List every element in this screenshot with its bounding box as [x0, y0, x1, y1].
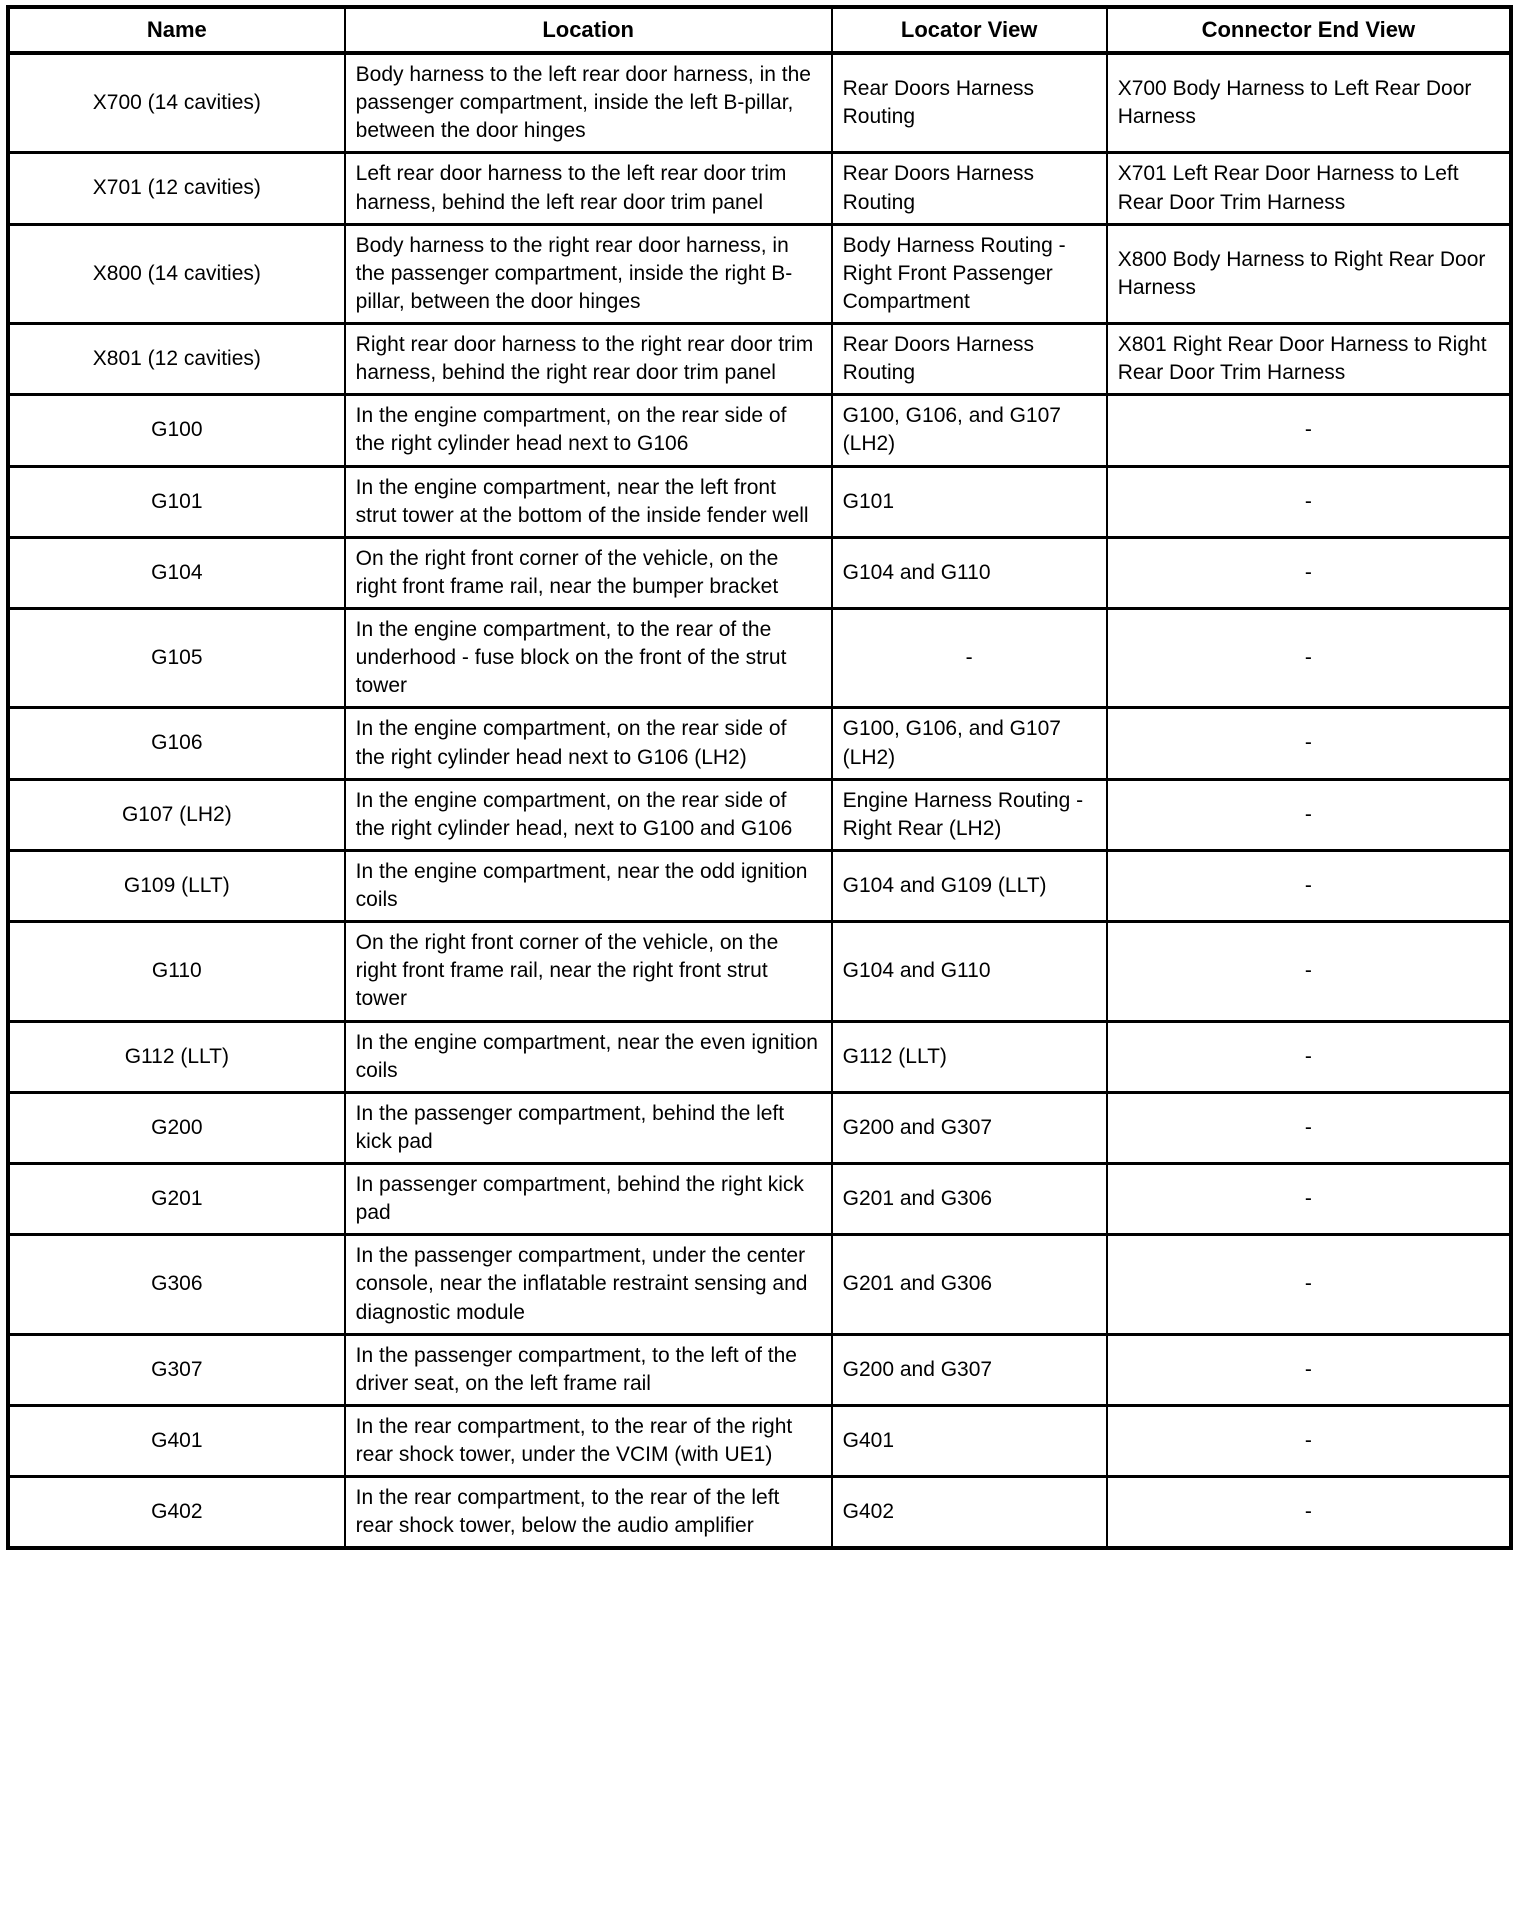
locator-view-cell: Rear Doors Harness Routing: [832, 153, 1107, 224]
location-cell: In the passenger compartment, under the center console, near the inflatable restraint sensing and diagnostic module: [345, 1235, 832, 1334]
table-row: [8, 1021, 1511, 1092]
header-row: [8, 7, 1511, 53]
locator-view-cell: G112 (LLT): [832, 1021, 1107, 1092]
name-cell: X801 (12 cavities): [8, 324, 345, 395]
table-row: [8, 1405, 1511, 1476]
table-row: [8, 779, 1511, 850]
locator-view-cell: G104 and G110: [832, 922, 1107, 1021]
connector-end-view-cell: X801 Right Rear Door Harness to Right Rear Door Trim Harness: [1107, 324, 1511, 395]
table-row: [8, 922, 1511, 1021]
location-cell: Left rear door harness to the left rear door trim harness, behind the left rear door trim panel: [345, 153, 832, 224]
location-cell: In the engine compartment, near the odd ignition coils: [345, 850, 832, 921]
table-header: [8, 7, 1511, 53]
locator-view-cell: G402: [832, 1477, 1107, 1549]
location-cell: In the engine compartment, on the rear side of the right cylinder head next to G106: [345, 395, 832, 466]
locator-view-cell: G201 and G306: [832, 1164, 1107, 1235]
connector-end-view-cell: -: [1107, 1405, 1511, 1476]
table-row: [8, 53, 1511, 153]
locator-view-cell: G401: [832, 1405, 1107, 1476]
connector-end-view-cell: X800 Body Harness to Right Rear Door Harness: [1107, 224, 1511, 323]
column-header-location: Location: [345, 7, 832, 53]
table-row: [8, 1334, 1511, 1405]
locator-view-cell: -: [832, 609, 1107, 708]
connector-end-view-cell: -: [1107, 850, 1511, 921]
table-row: [8, 850, 1511, 921]
location-cell: In the passenger compartment, to the left of the driver seat, on the left frame rail: [345, 1334, 832, 1405]
connector-end-view-cell: -: [1107, 537, 1511, 608]
name-cell: G112 (LLT): [8, 1021, 345, 1092]
connector-end-view-cell: -: [1107, 1334, 1511, 1405]
table-row: [8, 1477, 1511, 1549]
connector-end-view-cell: -: [1107, 466, 1511, 537]
location-cell: On the right front corner of the vehicle, on the right front frame rail, near the bumper bracket: [345, 537, 832, 608]
connector-end-view-cell: -: [1107, 395, 1511, 466]
locator-view-cell: G200 and G307: [832, 1092, 1107, 1163]
name-cell: X700 (14 cavities): [8, 53, 345, 153]
column-header-connector-end-view: Connector End View: [1107, 7, 1511, 53]
name-cell: G110: [8, 922, 345, 1021]
name-cell: G307: [8, 1334, 345, 1405]
location-cell: On the right front corner of the vehicle, on the right front frame rail, near the right front strut tower: [345, 922, 832, 1021]
table-row: [8, 1092, 1511, 1163]
name-cell: G401: [8, 1405, 345, 1476]
name-cell: G104: [8, 537, 345, 608]
connector-end-view-cell: -: [1107, 1092, 1511, 1163]
table-row: [8, 1235, 1511, 1334]
name-cell: G306: [8, 1235, 345, 1334]
connector-end-view-cell: -: [1107, 922, 1511, 1021]
name-cell: G107 (LH2): [8, 779, 345, 850]
locator-view-cell: G101: [832, 466, 1107, 537]
name-cell: G105: [8, 609, 345, 708]
name-cell: G201: [8, 1164, 345, 1235]
name-cell: G100: [8, 395, 345, 466]
table-row: [8, 395, 1511, 466]
locator-view-cell: Engine Harness Routing - Right Rear (LH2): [832, 779, 1107, 850]
table-row: [8, 224, 1511, 323]
connector-end-view-cell: -: [1107, 708, 1511, 779]
table-body: [8, 53, 1511, 1548]
location-cell: In the engine compartment, on the rear side of the right cylinder head next to G106 (LH2): [345, 708, 832, 779]
name-cell: G109 (LLT): [8, 850, 345, 921]
column-header-name: Name: [8, 7, 345, 53]
location-cell: In the engine compartment, near the even ignition coils: [345, 1021, 832, 1092]
connector-end-view-cell: -: [1107, 1021, 1511, 1092]
name-cell: G200: [8, 1092, 345, 1163]
location-cell: In the rear compartment, to the rear of the right rear shock tower, under the VCIM (with UE1): [345, 1405, 832, 1476]
connector-end-view-cell: -: [1107, 1164, 1511, 1235]
connector-end-view-cell: X701 Left Rear Door Harness to Left Rear Door Trim Harness: [1107, 153, 1511, 224]
locator-view-cell: Body Harness Routing - Right Front Passenger Compartment: [832, 224, 1107, 323]
location-cell: Body harness to the right rear door harness, in the passenger compartment, inside the right B-pillar, between the door hinges: [345, 224, 832, 323]
table-row: [8, 324, 1511, 395]
connector-end-view-cell: -: [1107, 779, 1511, 850]
name-cell: X701 (12 cavities): [8, 153, 345, 224]
name-cell: X800 (14 cavities): [8, 224, 345, 323]
locator-view-cell: G104 and G110: [832, 537, 1107, 608]
location-cell: In the engine compartment, to the rear of the underhood - fuse block on the front of the strut tower: [345, 609, 832, 708]
connector-end-view-cell: -: [1107, 1477, 1511, 1549]
connector-location-table: [6, 5, 1513, 1550]
locator-view-cell: Rear Doors Harness Routing: [832, 53, 1107, 153]
connector-end-view-cell: -: [1107, 1235, 1511, 1334]
connector-end-view-cell: -: [1107, 609, 1511, 708]
connector-end-view-cell: X700 Body Harness to Left Rear Door Harness: [1107, 53, 1511, 153]
name-cell: G402: [8, 1477, 345, 1549]
column-header-locator-view: Locator View: [832, 7, 1107, 53]
locator-view-cell: G104 and G109 (LLT): [832, 850, 1107, 921]
table-row: [8, 708, 1511, 779]
locator-view-cell: G201 and G306: [832, 1235, 1107, 1334]
location-cell: In the passenger compartment, behind the left kick pad: [345, 1092, 832, 1163]
table-row: [8, 466, 1511, 537]
table-row: [8, 153, 1511, 224]
location-cell: Right rear door harness to the right rear door trim harness, behind the right rear door trim panel: [345, 324, 832, 395]
table-row: [8, 1164, 1511, 1235]
locator-view-cell: G200 and G307: [832, 1334, 1107, 1405]
name-cell: G106: [8, 708, 345, 779]
table-row: [8, 537, 1511, 608]
locator-view-cell: G100, G106, and G107 (LH2): [832, 395, 1107, 466]
location-cell: Body harness to the left rear door harness, in the passenger compartment, inside the left B-pillar, between the door hinges: [345, 53, 832, 153]
locator-view-cell: Rear Doors Harness Routing: [832, 324, 1107, 395]
location-cell: In the rear compartment, to the rear of the left rear shock tower, below the audio amplifier: [345, 1477, 832, 1549]
location-cell: In the engine compartment, near the left front strut tower at the bottom of the inside fender well: [345, 466, 832, 537]
location-cell: In passenger compartment, behind the right kick pad: [345, 1164, 832, 1235]
location-cell: In the engine compartment, on the rear side of the right cylinder head, next to G100 and G106: [345, 779, 832, 850]
table-row: [8, 609, 1511, 708]
locator-view-cell: G100, G106, and G107 (LH2): [832, 708, 1107, 779]
name-cell: G101: [8, 466, 345, 537]
